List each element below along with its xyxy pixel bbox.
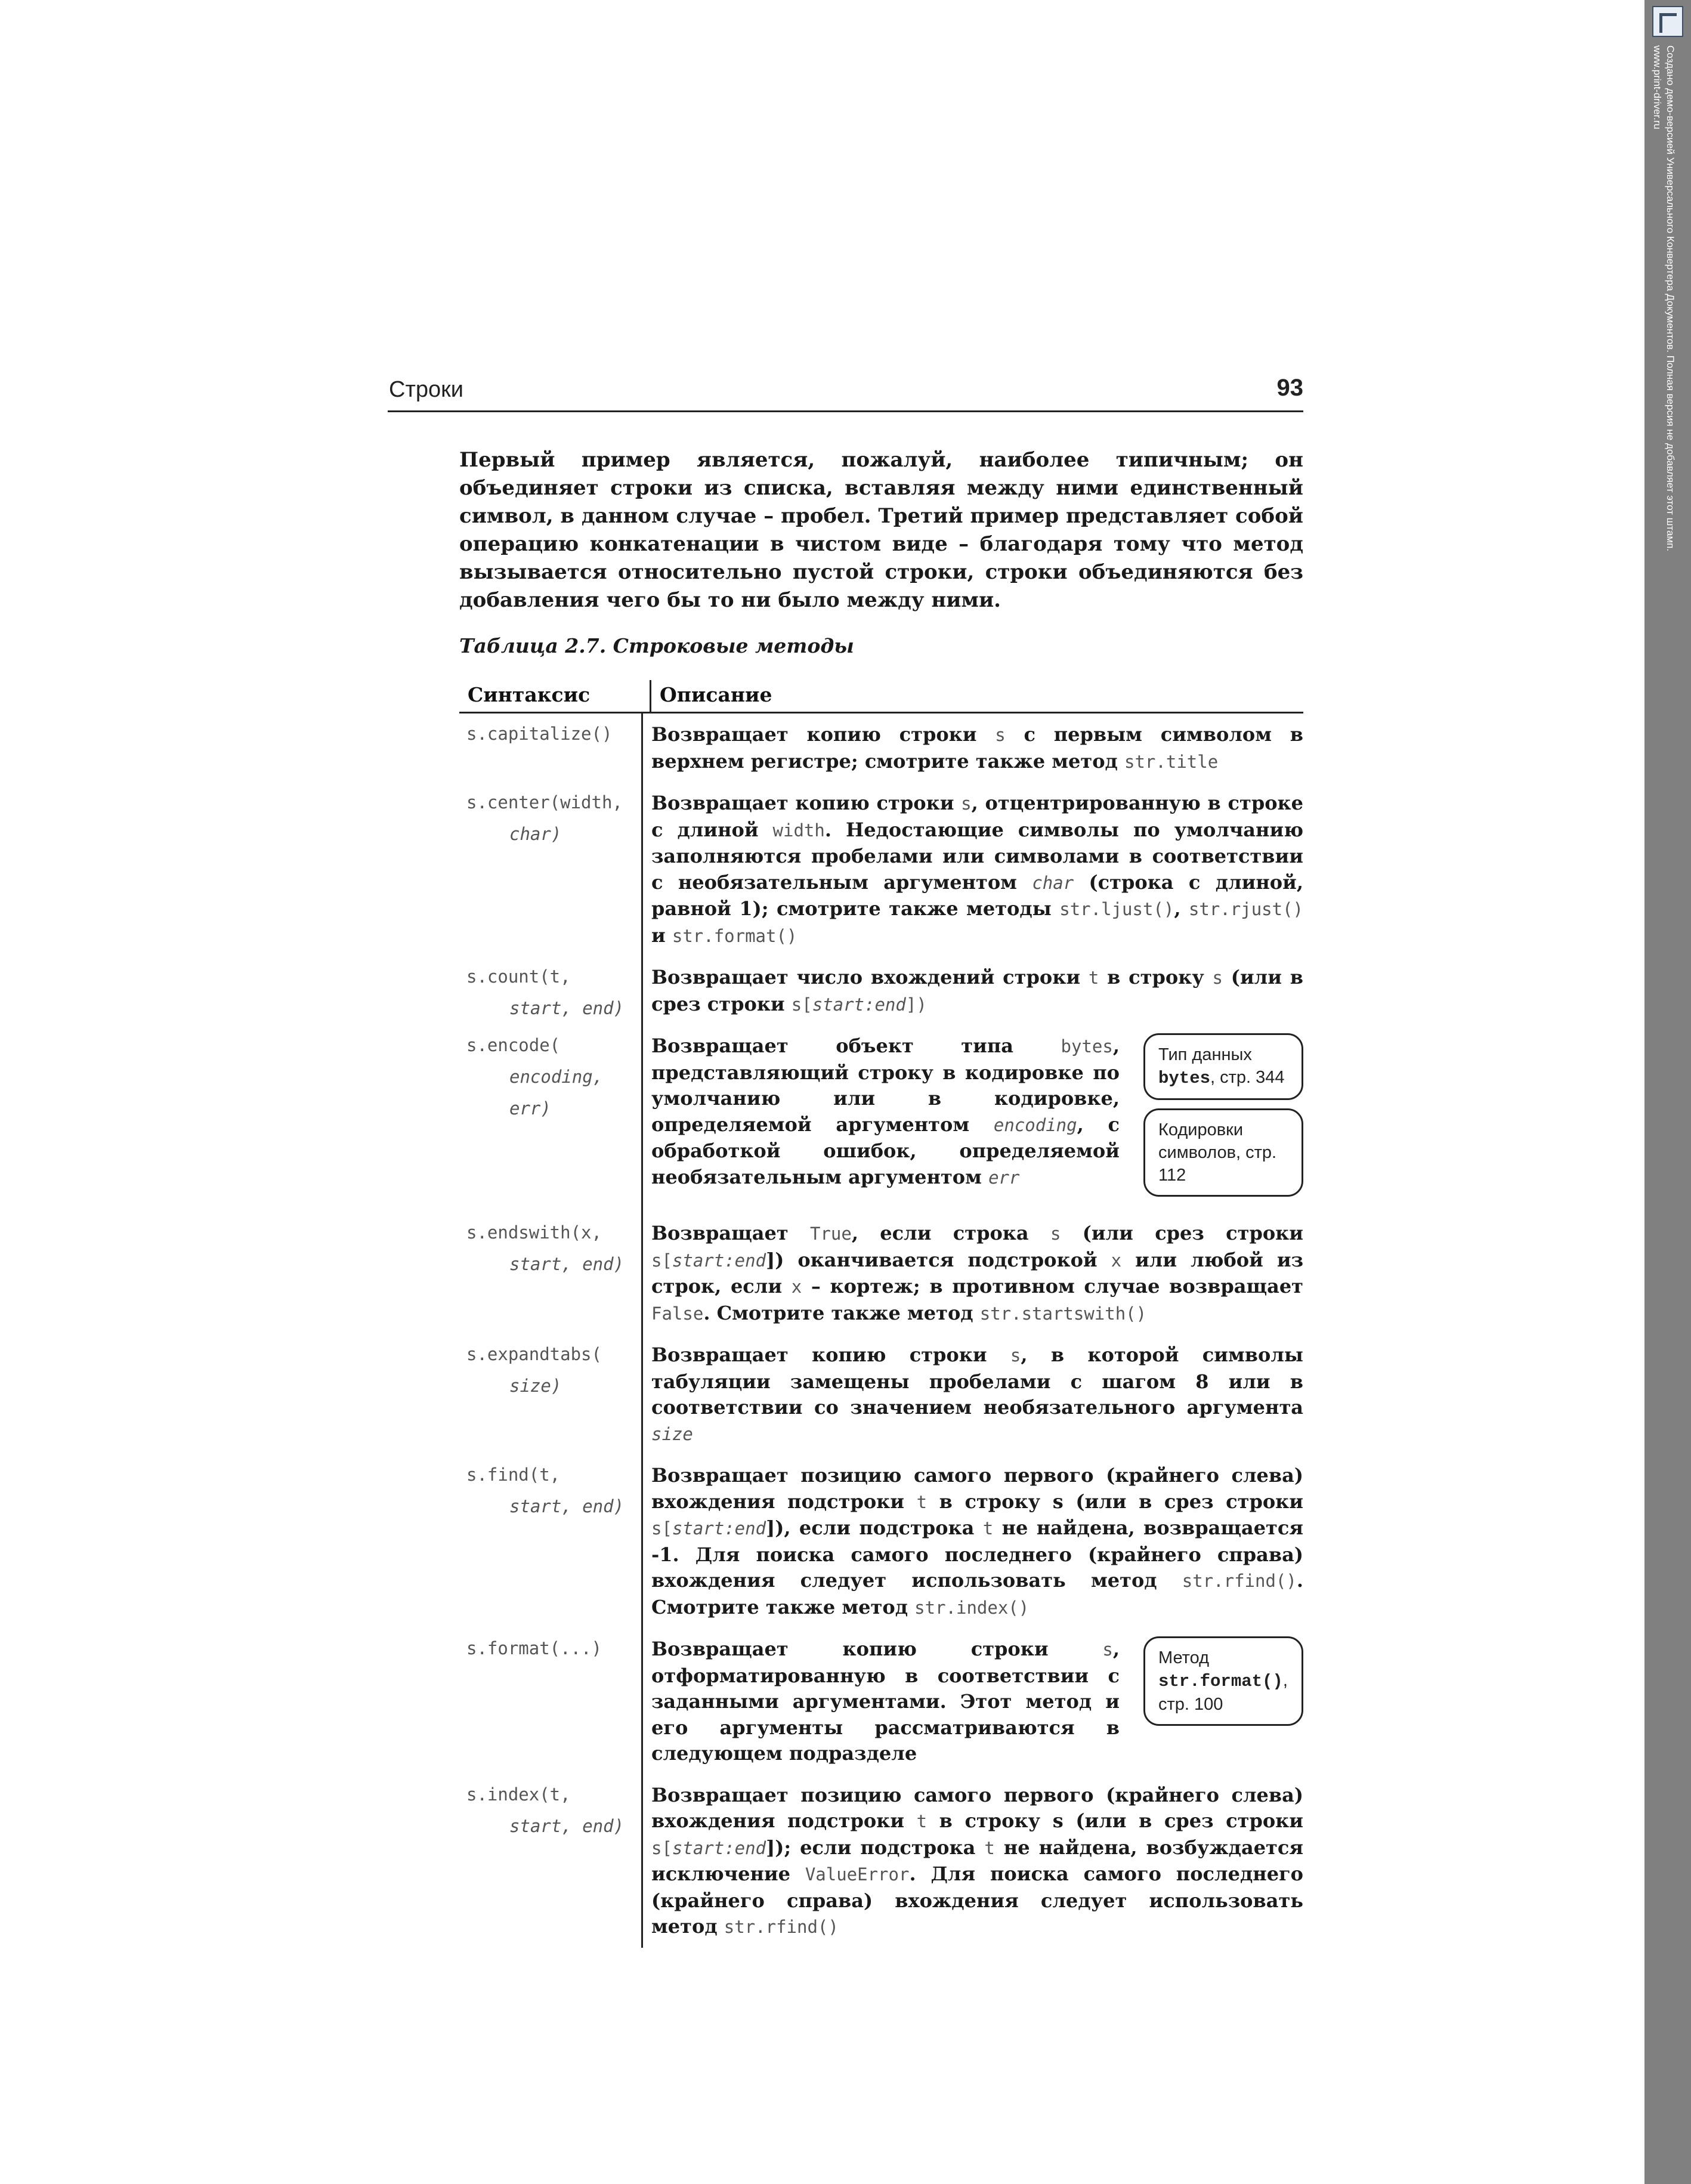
syntax-cell xyxy=(459,782,641,956)
syntax-cell xyxy=(459,713,641,782)
syntax-line: s.center(width, xyxy=(466,792,623,813)
syntax-line: start, end) xyxy=(509,1496,625,1516)
code-span: str.rfind() xyxy=(1182,1571,1297,1591)
syntax-line: start, end) xyxy=(509,998,625,1018)
code-span: start:end xyxy=(672,1837,766,1858)
syntax-line: err) xyxy=(509,1098,551,1119)
syntax-line: size) xyxy=(509,1376,562,1396)
note-code: str.format() xyxy=(1158,1672,1283,1691)
code-span: s[ xyxy=(651,1837,672,1858)
syntax-cell xyxy=(459,956,641,1025)
table-row xyxy=(459,1025,1303,1212)
cross-reference-note xyxy=(1143,1108,1303,1197)
code-span: s[ xyxy=(791,994,812,1015)
table-row xyxy=(459,1334,1303,1454)
code-span: s xyxy=(1010,1345,1021,1366)
description-text: . Для поиска самого последнего (крайнего справа) вхождения следует использовать метод xyxy=(651,1862,1303,1938)
code-span: t xyxy=(1088,968,1099,988)
description-text: Возвращает копию строки xyxy=(651,792,962,814)
description-text: Возвращает позицию самого первого (крайнего слева) вхождения подстроки xyxy=(651,1464,1303,1513)
syntax-line: start, end) xyxy=(509,1254,625,1274)
description-cell xyxy=(641,1025,1303,1212)
code-span: s xyxy=(995,725,1006,745)
description-text: , отцентрированную в строке с длиной xyxy=(651,792,1304,841)
code-span: ValueError xyxy=(805,1864,910,1885)
code-span: False xyxy=(651,1303,704,1324)
description-text: Возвращает копию строки xyxy=(651,723,996,746)
description-text: или любой из строк, если xyxy=(651,1248,1303,1298)
description-cell xyxy=(641,956,1303,1025)
description-text: в строку xyxy=(1099,966,1213,988)
description-text: и xyxy=(651,923,672,947)
note-text: , стр. 344 xyxy=(1210,1068,1285,1087)
syntax-cell xyxy=(459,1212,641,1334)
string-methods-table xyxy=(459,680,1303,1948)
demo-watermark-sidebar xyxy=(1644,0,1691,2184)
syntax-line: s.count(t, xyxy=(466,966,571,987)
description-text: , в которой символы табуляции замещены пробелами с шагом 8 или в соответствии со значением необязательного аргумента xyxy=(651,1343,1304,1419)
code-span: str.startswith() xyxy=(979,1303,1147,1324)
code-span: s xyxy=(1212,968,1223,988)
description-text: , с обработкой ошибок, определяемой необязательным аргументом xyxy=(651,1113,1120,1188)
table-header-row xyxy=(459,680,1303,713)
code-span: encoding xyxy=(993,1114,1077,1135)
code-span: s xyxy=(1050,1224,1061,1244)
code-span: t xyxy=(982,1518,994,1539)
column-header-syntax: Синтаксис xyxy=(468,683,591,706)
syntax-line: s.format(...) xyxy=(466,1638,602,1658)
code-span: start:end xyxy=(812,994,906,1015)
description-text: (или срез строки xyxy=(1061,1222,1304,1244)
code-span: start:end xyxy=(672,1250,766,1271)
syntax-cell xyxy=(459,1334,641,1454)
code-span: True xyxy=(810,1224,852,1244)
description-text: (или в срез строки xyxy=(1063,1490,1304,1513)
description-text: с первым символом в верхнем регистре; смотрите также метод xyxy=(651,723,1303,773)
syntax-line: s.endswith(x, xyxy=(466,1222,602,1243)
table-row xyxy=(459,713,1303,782)
description-cell xyxy=(641,1334,1303,1454)
syntax-line: start, end) xyxy=(509,1815,625,1836)
description-text: (строка с длиной, равной 1); смотрите также методы xyxy=(651,870,1304,920)
description-text: Возвращает объект типа xyxy=(651,1034,1061,1057)
note-code: bytes xyxy=(1158,1068,1211,1088)
description-text: Возвращает позицию самого первого (крайнего слева) вхождения подстроки xyxy=(651,1783,1303,1832)
description-text: Возвращает копию строки xyxy=(651,1343,1010,1366)
code-span: s[ xyxy=(651,1518,672,1539)
code-span: t xyxy=(916,1491,928,1512)
table-row xyxy=(459,1454,1303,1628)
description-text: не найдена, возбуждается исключение xyxy=(651,1836,1303,1885)
description-text-block xyxy=(651,1033,1120,1205)
page-header xyxy=(388,375,1303,412)
table-row xyxy=(459,1212,1303,1334)
description-text: s xyxy=(1052,1490,1064,1513)
note-text: Метод xyxy=(1158,1648,1210,1667)
table-row xyxy=(459,782,1303,956)
code-span: err xyxy=(988,1167,1020,1188)
description-text: Возвращает копию строки xyxy=(651,1638,1103,1660)
description-text: s xyxy=(1052,1809,1064,1832)
table-caption: Таблица 2.7. Строковые методы xyxy=(459,634,854,657)
description-text: , отформатированную в соответствии с заданными аргументами. Этот метод и его аргументы рассматриваются в следующем подразделе xyxy=(651,1638,1120,1765)
code-span: str.format() xyxy=(672,925,797,946)
description-text: (или в срез строки xyxy=(1063,1809,1304,1832)
syntax-line: s.encode( xyxy=(466,1035,561,1055)
code-span: str.ljust() xyxy=(1059,899,1174,919)
code-span: x xyxy=(791,1277,802,1297)
cross-reference-note xyxy=(1143,1033,1303,1100)
watermark-url: www.print-driver.ru xyxy=(1652,45,1663,129)
description-text: не найдена, возвращается -1. Для поиска самого последнего (крайнего справа) вхождения следует использовать метод xyxy=(651,1516,1304,1592)
description-cell xyxy=(641,1628,1303,1774)
description-cell xyxy=(641,1454,1303,1628)
table-row xyxy=(459,956,1303,1025)
margin-notes xyxy=(1143,1636,1303,1767)
page-number: 93 xyxy=(1276,375,1303,401)
description-text: в строку xyxy=(927,1809,1053,1832)
syntax-line: s.find(t, xyxy=(466,1465,561,1485)
description-text: ]), если подстрока xyxy=(766,1516,983,1539)
syntax-line: encoding, xyxy=(509,1067,604,1087)
code-span: s xyxy=(1102,1639,1113,1660)
description-text: (или в срез строки xyxy=(651,966,1304,1015)
watermark-line: Создано демо-версией Универсального Конвертера Документов. Полная версия не добавляет этот штамп. xyxy=(1665,45,1676,552)
watermark-text xyxy=(1650,45,1677,551)
converter-logo-icon xyxy=(1652,6,1683,37)
note-text: Тип данных xyxy=(1158,1045,1252,1064)
margin-notes xyxy=(1143,1033,1303,1205)
code-span: s xyxy=(961,793,972,814)
code-span: ]) xyxy=(905,994,927,1015)
column-header-description: Описание xyxy=(650,680,1303,712)
description-text: Возвращает xyxy=(651,1222,811,1244)
syntax-cell xyxy=(459,1774,641,1948)
description-cell xyxy=(641,1774,1303,1948)
description-text: . Смотрите также метод xyxy=(651,1569,1303,1618)
description-cell xyxy=(641,713,1303,782)
code-span: bytes xyxy=(1061,1036,1113,1057)
code-span: start:end xyxy=(672,1518,766,1539)
description-text: в строку xyxy=(927,1490,1053,1513)
code-span: t xyxy=(916,1811,928,1831)
description-text: , если строка xyxy=(851,1222,1050,1244)
code-span: str.rjust() xyxy=(1188,899,1304,919)
description-text: . Смотрите также метод xyxy=(703,1301,980,1324)
code-span: size xyxy=(651,1423,693,1444)
note-text: Кодировки символов, стр. 112 xyxy=(1158,1120,1277,1185)
syntax-line: s.expandtabs( xyxy=(466,1344,602,1364)
code-span: width xyxy=(772,820,825,841)
description-cell xyxy=(641,782,1303,956)
code-span: t xyxy=(984,1837,995,1858)
note-text: , стр. 100 xyxy=(1158,1671,1288,1714)
table-row xyxy=(459,1774,1303,1948)
code-span: str.title xyxy=(1124,751,1219,772)
syntax-line: char) xyxy=(509,824,562,844)
syntax-line: s.index(t, xyxy=(466,1784,571,1805)
code-span: str.rfind() xyxy=(724,1917,839,1937)
table-row xyxy=(459,1628,1303,1774)
syntax-cell xyxy=(459,1025,641,1212)
code-span: x xyxy=(1111,1250,1122,1271)
syntax-cell xyxy=(459,1628,641,1774)
syntax-cell xyxy=(459,1454,641,1628)
cross-reference-note xyxy=(1143,1636,1303,1726)
description-text: , xyxy=(1174,897,1189,920)
code-span: s[ xyxy=(651,1250,672,1271)
description-text-block xyxy=(651,1636,1120,1767)
description-cell xyxy=(641,1212,1303,1334)
running-title: Строки xyxy=(389,377,463,402)
code-span: char xyxy=(1032,872,1074,893)
intro-paragraph: Первый пример является, пожалуй, наиболее типичным; он объединяет строки из списка, вставляя между ними единственный символ, в данном случае – пробел. Третий пример представляет собой операцию конкатенации в чистом виде – благодаря тому что метод вызывается относительно пустой строки, строки объединяются без добавления чего бы то ни было между ними. xyxy=(459,448,1303,612)
code-span: str.index() xyxy=(914,1597,1030,1618)
description-text: ]) оканчивается подстрокой xyxy=(766,1248,1111,1271)
description-text: , представляющий строку в кодировке по умолчанию или в кодировке, определяемой аргументом xyxy=(651,1034,1120,1136)
description-text: Возвращает число вхождений строки xyxy=(651,966,1089,988)
description-text: . Недостающие символы по умолчанию заполняются пробелами или символами в соответствии с необязательным аргументом xyxy=(651,818,1304,894)
syntax-line: s.capitalize() xyxy=(466,724,613,744)
description-text: – кортеж; в противном случае возвращает xyxy=(802,1275,1304,1298)
description-text: ]); если подстрока xyxy=(766,1836,985,1859)
